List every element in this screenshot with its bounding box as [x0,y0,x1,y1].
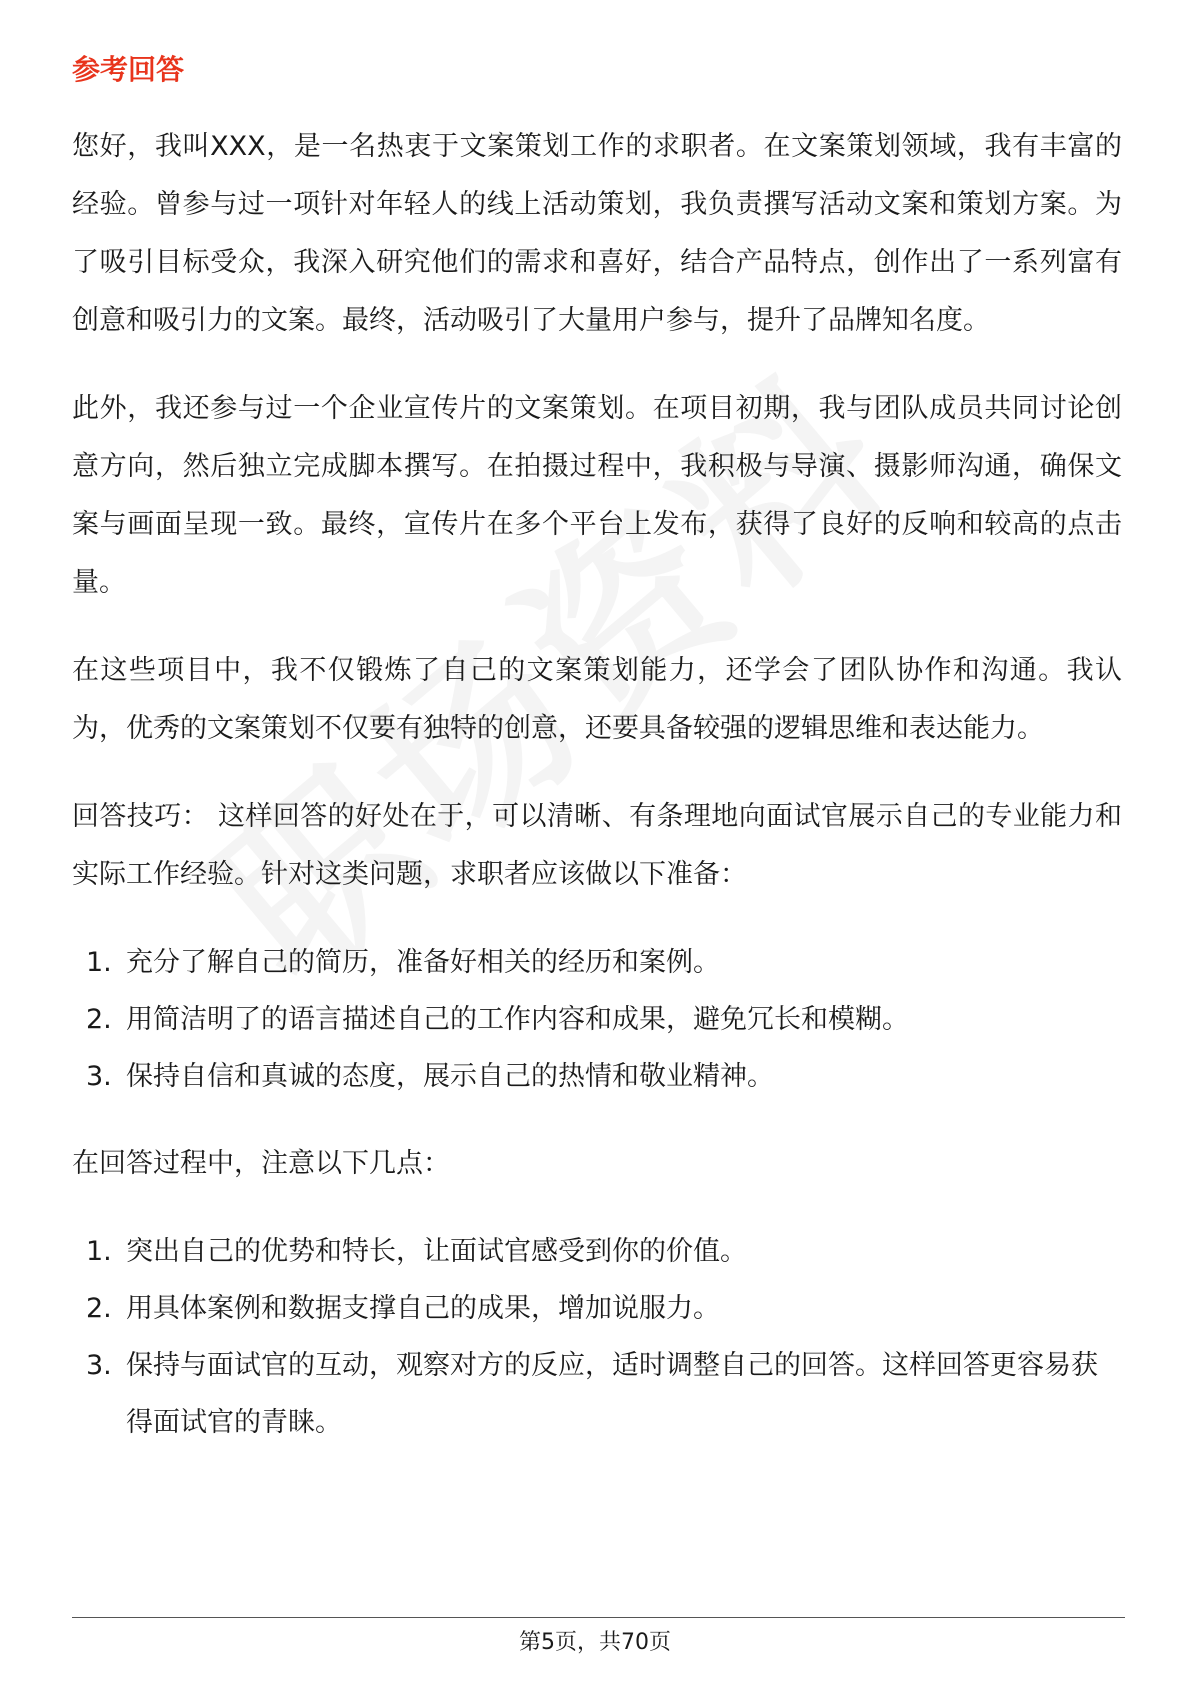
list-item [72,991,1122,1048]
list-number: 2. [86,1004,112,1035]
list-number: 1. [86,947,112,978]
list-item [72,1048,1122,1105]
list-item [72,934,1122,991]
list-item-text: 保持与面试官的互动，观察对方的反应，适时调整自己的回答。这样回答更容易获得面试官的青睐。 [126,1350,1098,1438]
list-number: 2. [86,1293,112,1324]
list-item-text: 保持自信和真诚的态度，展示自己的热情和敬业精神。 [126,1061,774,1092]
list-number: 3. [86,1350,112,1381]
list-item-text: 用简洁明了的语言描述自己的工作内容和成果，避免冗长和模糊。 [126,1004,909,1035]
list-number: 3. [86,1061,112,1092]
page-number: 第5页，共70页 [519,1630,671,1655]
paragraph-project-2: 此外，我还参与过一个企业宣传片的文案策划。在项目初期，我与团队成员共同讨论创意方向，然后独立完成脚本撰写。在拍摄过程中，我积极与导演、摄影师沟通，确保文案与画面呈现一致。最终，宣传片在多个平台上发布，获得了良好的反响和较高的点击量。 [72,393,1122,598]
paragraph-notes-intro: 在回答过程中，注意以下几点： [72,1148,450,1179]
preparation-list [72,934,1122,1105]
paragraph-summary: 在这些项目中，我不仅锻炼了自己的文案策划能力，还学会了团队协作和沟通。我认为，优秀的文案策划不仅要有独特的创意，还要具备较强的逻辑思维和表达能力。 [72,655,1122,744]
paragraph-intro: 您好，我叫XXX，是一名热衷于文案策划工作的求职者。在文案策划领域，我有丰富的经验。曾参与过一项针对年轻人的线上活动策划，我负责撰写活动文案和策划方案。为了吸引目标受众，我深入研究他们的需求和喜好，结合产品特点，创作出了一系列富有创意和吸引力的文案。最终，活动吸引了大量用户参与，提升了品牌知名度。 [72,131,1122,336]
paragraph-tips: 回答技巧： 这样回答的好处在于，可以清晰、有条理地向面试官展示自己的专业能力和实际工作经验。针对这类问题，求职者应该做以下准备： [72,801,1122,890]
list-item [72,1337,1122,1451]
answer-body [72,118,1122,1481]
list-item-text: 充分了解自己的简历，准备好相关的经历和案例。 [126,947,720,978]
list-number: 1. [86,1236,112,1267]
list-item-text: 用具体案例和数据支撑自己的成果，增加说服力。 [126,1293,720,1324]
list-item [72,1223,1122,1280]
notes-list [72,1223,1122,1451]
list-item-text: 突出自己的优势和特长，让面试官感受到你的价值。 [126,1236,747,1267]
list-item [72,1280,1122,1337]
footer-divider [72,1617,1125,1618]
section-heading: 参考回答 [72,53,185,86]
